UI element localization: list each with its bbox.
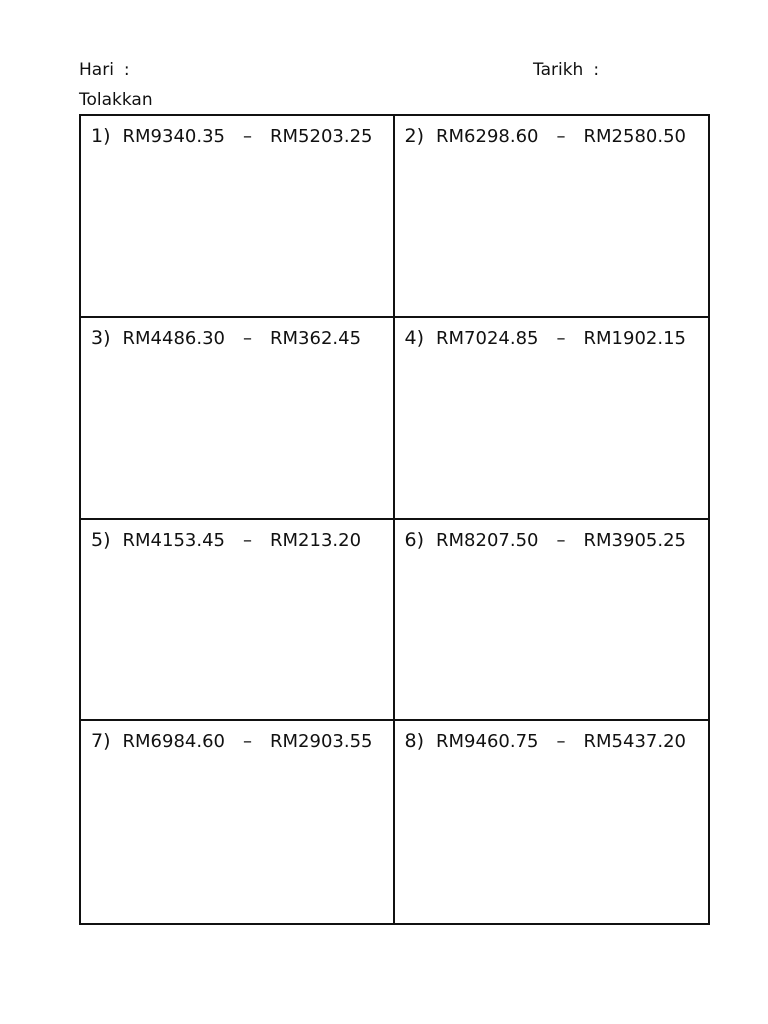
subtrahend: RM213.20 [270, 529, 362, 551]
hari-separator: : [123, 60, 130, 80]
question-number: 7) [91, 730, 111, 753]
subtrahend: RM362.45 [270, 327, 362, 349]
minus-sign: – [243, 529, 252, 551]
question-4 [405, 327, 686, 349]
hari-label: Hari [79, 60, 114, 80]
minus-sign: – [556, 731, 566, 753]
hari-field [79, 60, 130, 80]
minuend: RM6984.60 [122, 731, 225, 753]
minus-sign: – [243, 731, 252, 753]
tarikh-label: Tarikh [533, 60, 584, 80]
question-box-7[interactable] [81, 721, 395, 923]
question-8 [405, 730, 686, 752]
question-5 [91, 529, 361, 551]
subtrahend: RM2580.50 [583, 126, 686, 147]
question-box-4[interactable] [395, 318, 709, 520]
question-number: 3) [91, 326, 111, 349]
minuend: RM8207.50 [436, 529, 539, 551]
subtrahend: RM3905.25 [583, 529, 686, 551]
subtrahend: RM5437.20 [583, 731, 686, 753]
subtrahend: RM1902.15 [583, 327, 686, 349]
question-box-2[interactable] [395, 116, 709, 318]
minus-sign: – [556, 126, 566, 147]
minus-sign: – [556, 529, 566, 551]
question-2 [405, 125, 686, 147]
subtrahend: RM2903.55 [270, 731, 373, 753]
minuend: RM4486.30 [122, 327, 225, 349]
question-7 [91, 730, 372, 752]
tarikh-separator: : [593, 60, 600, 80]
subtrahend: RM5203.25 [270, 126, 373, 147]
minuend: RM9340.35 [122, 126, 225, 147]
question-6 [405, 529, 686, 551]
question-box-6[interactable] [395, 520, 709, 722]
question-1 [91, 125, 372, 147]
question-3 [91, 327, 361, 349]
minus-sign: – [243, 126, 252, 147]
worksheet-instruction: Tolakkan [79, 90, 153, 110]
question-box-5[interactable] [81, 520, 395, 722]
question-number: 1) [91, 125, 111, 147]
question-number: 8) [404, 730, 425, 753]
question-box-3[interactable] [81, 318, 395, 520]
tarikh-field [533, 60, 599, 80]
minus-sign: – [243, 327, 252, 349]
minus-sign: – [556, 327, 566, 349]
question-number: 6) [404, 528, 425, 551]
question-number: 4) [404, 326, 425, 349]
question-box-8[interactable] [395, 721, 709, 923]
question-grid [79, 114, 710, 925]
minuend: RM6298.60 [436, 126, 539, 147]
question-number: 5) [91, 528, 111, 551]
question-number: 2) [404, 125, 425, 147]
question-box-1[interactable] [81, 116, 395, 318]
minuend: RM9460.75 [436, 731, 539, 753]
minuend: RM4153.45 [122, 529, 225, 551]
minuend: RM7024.85 [436, 327, 539, 349]
